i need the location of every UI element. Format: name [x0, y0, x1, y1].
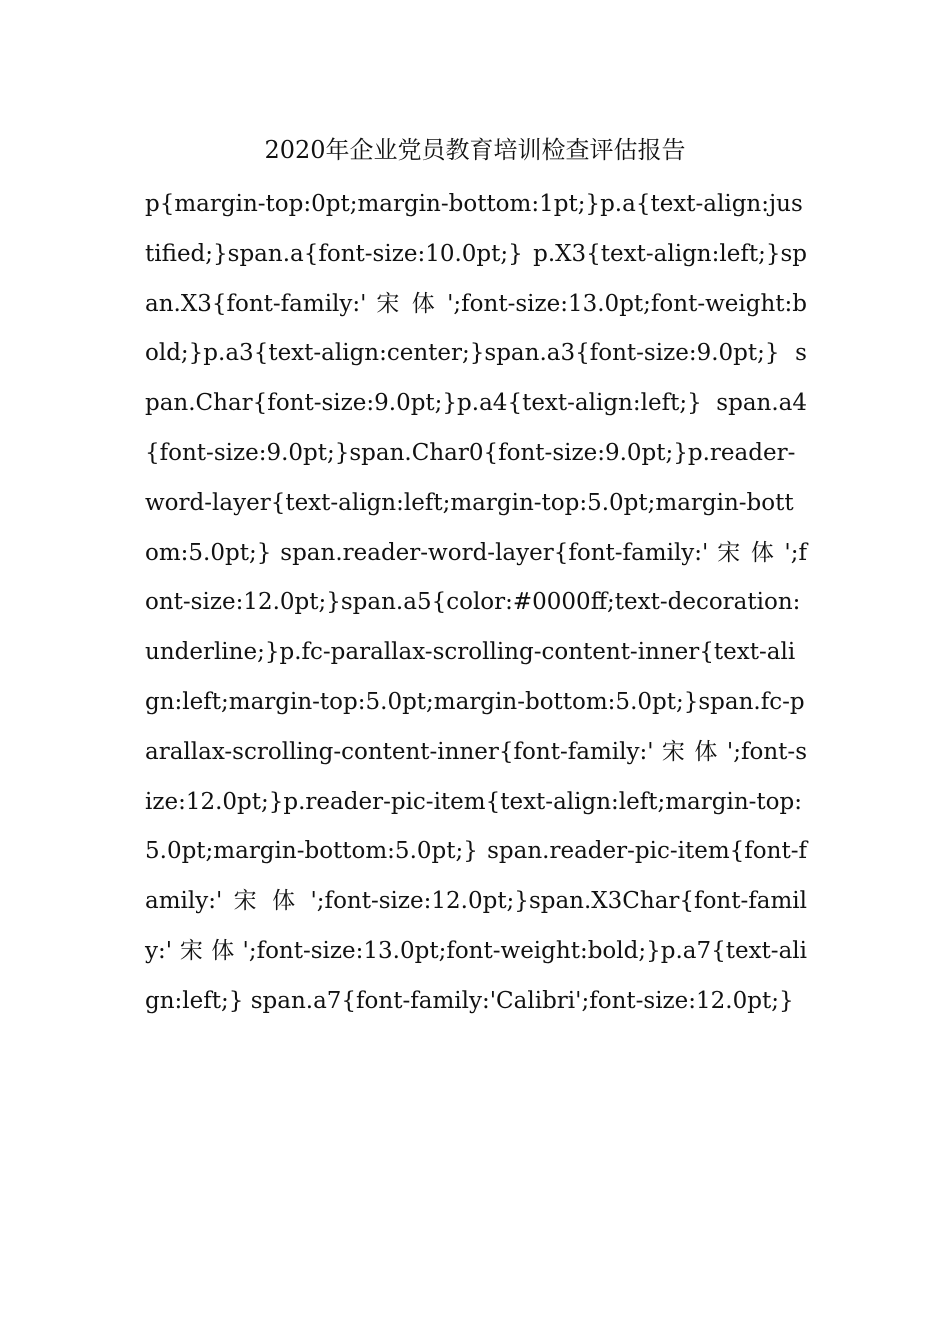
document-title: 2020年企业党员教育培训检查评估报告 [264, 136, 686, 164]
document-body-text: p{margin-top:0pt;margin-bottom:1pt;}p.a{text-align:justified;}span.a{font-size:10.0pt;} p.X3{text-align:left;}span.X3{font-family:' 宋 体 ';font-size:13.0pt;font-weight:bold;}p.a3{text-align:center;}span.a3{font-size:9.0pt;} span.Char{font-size:9.0pt;}p.a4{text-align:left;} span.a4{font-size:9.0pt;}span.Char0{font-size:9.0pt;}p.reader-word-layer{text-align:left;margin-top:5.0pt;margin-bottom:5.0pt;} span.reader-word-layer{font-family:' 宋 体 ';font-size:12.0pt;}span.a5{color:#0000ff;text-decoration:underline;}p.fc-parallax-scrolling-content-inner{text-align:left;margin-top:5.0pt;margin-bottom:5.0pt;}span.fc-parallax-scrolling-content-inner{font-family:' 宋 体 ';font-size:12.0pt;}p.reader-pic-item{text-align:left;margin-top:5.0pt;margin-bottom:5.0pt;} span.reader-pic-item{font-family:' 宋 体 ';font-size:12.0pt;}span.X3Char{font-family:' 宋 体 ';font-size:13.0pt;font-weight:bold;}p.a7{text-align:left;} span.a7{font-family:'Calibri';font-size:12.0pt;} [145, 191, 807, 1014]
